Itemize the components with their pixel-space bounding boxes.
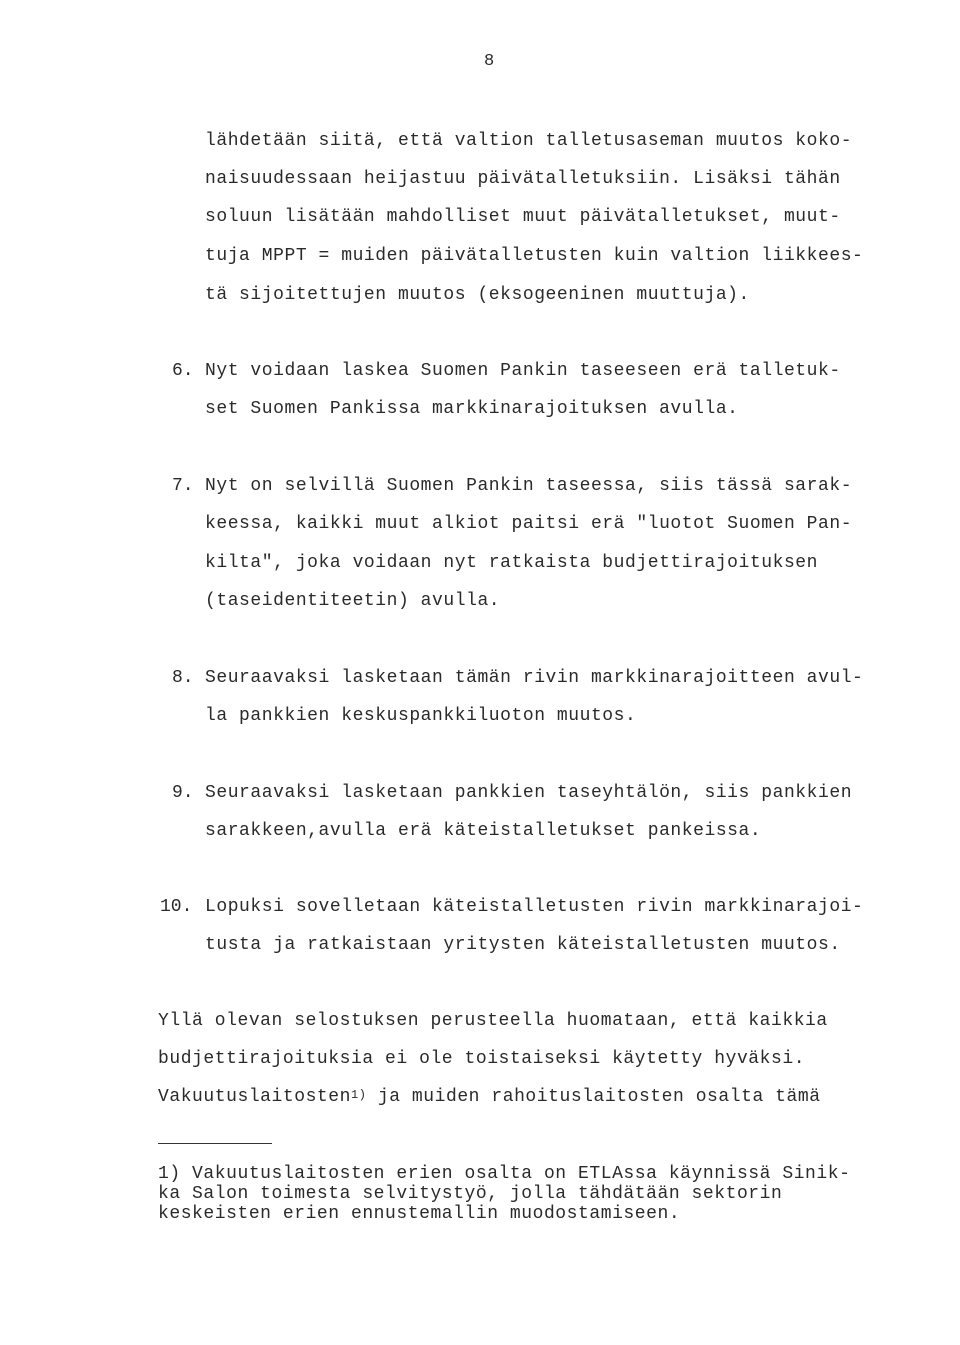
item-line: Seuraavaksi lasketaan pankkien taseyhtälön, siis pankkien [205,783,853,803]
intro-line: tä sijoitettujen muutos (eksogeeninen muuttuja). [205,285,750,305]
item-number: 10. [160,897,193,917]
item-line: keessa, kaikki muut alkiot paitsi erä "luotot Suomen Pan- [205,514,853,534]
intro-line: soluun lisätään mahdolliset muut päivätalletukset, muut- [205,207,841,227]
footnote-reference: 1) [350,1088,367,1102]
closing-line: budjettirajoituksia ei ole toistaiseksi käytetty hyväksi. [158,1049,806,1069]
page-number: 8 [484,52,495,71]
footnote-line: keskeisten erien ennustemallin muodostamiseen. [158,1204,681,1224]
item-line: set Suomen Pankissa markkinarajoituksen avulla. [205,399,739,419]
intro-line: naisuudessaan heijastuu päivätalletuksiin. Lisäksi tähän [205,169,841,189]
item-number: 6. [172,361,194,381]
footnote-line: 1) Vakuutuslaitosten erien osalta on ETLAssa käynnissä Sinik- [158,1164,851,1184]
item-line: Nyt voidaan laskea Suomen Pankin taseeseen erä talletuk- [205,361,841,381]
footnote-line: ka Salon toimesta selvitystyö, jolla tähdätään sektorin [158,1184,783,1204]
item-number: 7. [172,476,194,496]
item-line: Nyt on selvillä Suomen Pankin taseessa, siis tässä sarak- [205,476,853,496]
closing-line: Yllä olevan selostuksen perusteella huomataan, että kaikkia [158,1011,828,1031]
item-line: sarakkeen,avulla erä käteistalletukset pankeissa. [205,821,762,841]
item-line: tusta ja ratkaistaan yritysten käteistalletusten muutos. [205,935,841,955]
intro-line: tuja MPPT = muiden päivätalletusten kuin valtion liikkees- [205,246,864,266]
item-number: 9. [172,783,194,803]
closing-text: Vakuutuslaitosten [158,1087,351,1107]
footnote-divider [158,1143,272,1144]
item-line: la pankkien keskuspankkiluoton muutos. [205,706,637,726]
item-number: 8. [172,668,194,688]
closing-text: ja muiden rahoituslaitosten osalta tämä [366,1087,821,1107]
item-line: kilta", joka voidaan nyt ratkaista budjettirajoituksen [205,553,818,573]
item-line: Seuraavaksi lasketaan tämän rivin markkinarajoitteen avul- [205,668,864,688]
item-line: Lopuksi sovelletaan käteistalletusten rivin markkinarajoi- [205,897,864,917]
closing-line [158,1086,821,1109]
intro-line: lähdetään siitä, että valtion talletusaseman muutos koko- [205,131,853,151]
item-line: (taseidentiteetin) avulla. [205,591,501,611]
